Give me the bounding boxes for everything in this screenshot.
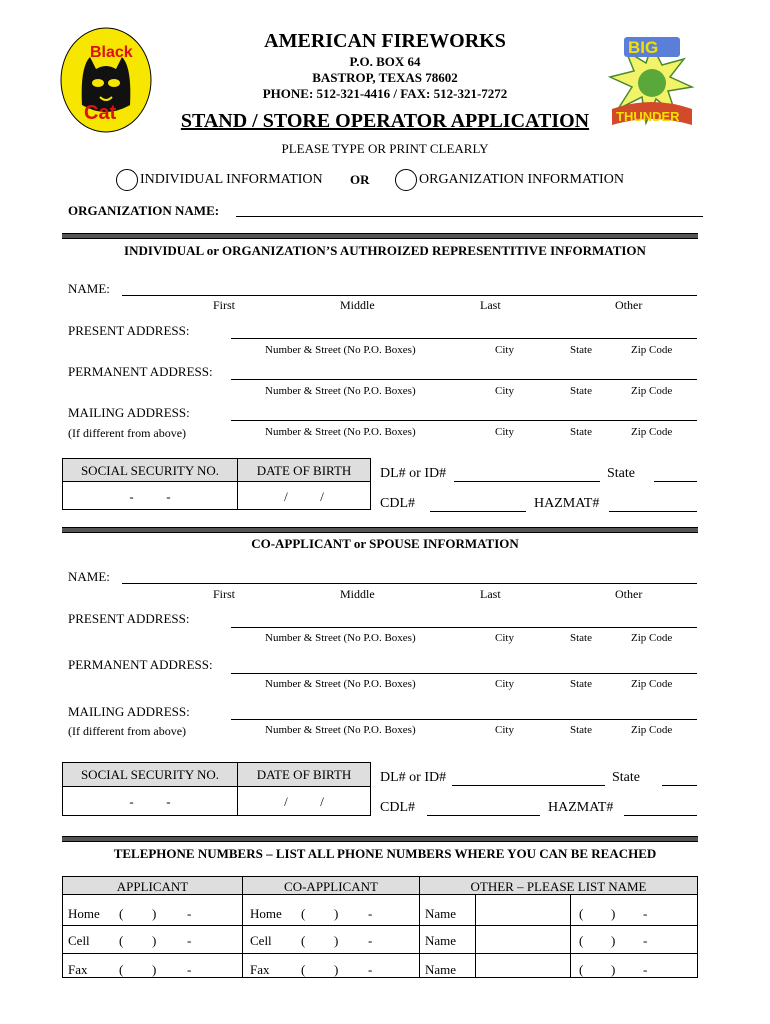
name-label: NAME: xyxy=(68,281,110,296)
dl-state-field[interactable] xyxy=(654,481,697,482)
dash: - xyxy=(643,962,648,977)
paren-open: ( xyxy=(119,962,124,977)
dash: - xyxy=(187,933,192,948)
paren-close: ) xyxy=(611,962,616,977)
cdl-label: CDL# xyxy=(380,800,415,815)
addr-zip: Zip Code xyxy=(631,632,673,644)
paren-open: ( xyxy=(301,962,306,977)
name-first: First xyxy=(213,298,236,312)
addr-zip: Zip Code xyxy=(631,724,673,736)
addr-street: Number & Street (No P.O. Boxes) xyxy=(265,426,416,438)
paren-close: ) xyxy=(611,933,616,948)
phones-title: TELEPHONE NUMBERS – LIST ALL PHONE NUMBERS WHERE YOU CAN BE REACHED xyxy=(113,846,657,861)
column-divider xyxy=(242,895,243,978)
paren-open: ( xyxy=(579,962,584,977)
dl-state-field[interactable] xyxy=(662,785,697,786)
addr-state: State xyxy=(570,344,592,356)
svg-text:THUNDER: THUNDER xyxy=(616,109,680,124)
addr-state: State xyxy=(570,678,592,690)
fax-label: Fax xyxy=(250,962,270,977)
addr-zip: Zip Code xyxy=(631,678,673,690)
dash: - xyxy=(368,962,373,977)
dob-label: DATE OF BIRTH xyxy=(256,767,352,782)
paren-open: ( xyxy=(301,906,306,921)
ssn-dashes: - - xyxy=(129,489,171,504)
mailing-address-label: MAILING ADDRESS: xyxy=(68,405,190,420)
separator xyxy=(62,233,698,239)
phone-header-coapplicant: CO-APPLICANT xyxy=(284,879,378,894)
phone-fax: PHONE: 512-321-4416 / FAX: 512-321-7272 xyxy=(262,86,508,101)
home-label: Home xyxy=(250,906,282,921)
addr-city: City xyxy=(495,632,514,644)
name-other: Other xyxy=(615,298,643,312)
dl-field[interactable] xyxy=(452,785,605,786)
separator xyxy=(62,836,698,842)
name-last: Last xyxy=(480,587,501,601)
cell-label: Cell xyxy=(250,933,272,948)
name-first: First xyxy=(213,587,236,601)
paren-open: ( xyxy=(119,933,124,948)
name-other: Other xyxy=(615,587,643,601)
mailing-address-field[interactable] xyxy=(231,719,697,720)
dash: - xyxy=(643,933,648,948)
individual-radio[interactable] xyxy=(116,169,138,191)
mailing-address-field[interactable] xyxy=(231,420,697,421)
dash: - xyxy=(187,906,192,921)
mailing-note: (If different from above) xyxy=(68,724,187,738)
addr-zip: Zip Code xyxy=(631,385,673,397)
phone-header-applicant: APPLICANT xyxy=(116,879,189,894)
svg-text:BIG: BIG xyxy=(628,38,659,57)
ssn-label: SOCIAL SECURITY NO. xyxy=(80,767,220,782)
paren-close: ) xyxy=(152,962,157,977)
svg-text:Black: Black xyxy=(90,44,133,61)
dash: - xyxy=(187,962,192,977)
applicant-name-field[interactable] xyxy=(122,295,697,296)
mailing-address-label: MAILING ADDRESS: xyxy=(68,704,190,719)
paren-open: ( xyxy=(579,906,584,921)
addr-state: State xyxy=(570,426,592,438)
individual-label: INDIVIDUAL INFORMATION xyxy=(140,172,323,187)
addr-zip: Zip Code xyxy=(631,344,673,356)
section1-title: INDIVIDUAL or ORGANIZATION’S AUTHROIZED REPRESENTITIVE INFORMATION xyxy=(124,243,646,258)
addr-state: State xyxy=(570,385,592,397)
addr-zip: Zip Code xyxy=(631,426,673,438)
instruction: PLEASE TYPE OR PRINT CLEARLY xyxy=(281,141,489,156)
paren-open: ( xyxy=(119,906,124,921)
permanent-address-label: PERMANENT ADDRESS: xyxy=(68,657,213,672)
dash: - xyxy=(368,906,373,921)
column-divider xyxy=(570,895,571,978)
row-divider xyxy=(62,953,698,954)
addr-city: City xyxy=(495,426,514,438)
form-title: STAND / STORE OPERATOR APPLICATION xyxy=(180,110,590,132)
other-name-label: Name xyxy=(425,933,457,948)
column-divider xyxy=(419,895,420,978)
org-name-label: ORGANIZATION NAME: xyxy=(68,203,220,218)
addr-state: State xyxy=(570,632,592,644)
paren-close: ) xyxy=(611,906,616,921)
hazmat-field[interactable] xyxy=(609,511,697,512)
dob-slashes: / / xyxy=(284,489,324,504)
column-divider xyxy=(475,895,476,978)
ssn-dashes: - - xyxy=(129,794,171,809)
dash: - xyxy=(368,933,373,948)
section2-title: CO-APPLICANT or SPOUSE INFORMATION xyxy=(251,536,519,551)
addr-street: Number & Street (No P.O. Boxes) xyxy=(265,724,416,736)
row-divider xyxy=(62,925,698,926)
dl-label: DL# or ID# xyxy=(380,466,447,481)
state-label: State xyxy=(612,770,640,785)
hazmat-field[interactable] xyxy=(624,815,697,816)
paren-close: ) xyxy=(334,962,339,977)
paren-open: ( xyxy=(579,933,584,948)
dl-label: DL# or ID# xyxy=(380,770,447,785)
name-last: Last xyxy=(480,298,501,312)
addr-street: Number & Street (No P.O. Boxes) xyxy=(265,632,416,644)
cdl-field[interactable] xyxy=(427,815,540,816)
name-middle: Middle xyxy=(340,587,375,601)
organization-radio[interactable] xyxy=(395,169,417,191)
org-name-field[interactable] xyxy=(236,216,703,217)
company-name: AMERICAN FIREWORKS xyxy=(264,30,506,52)
cdl-field[interactable] xyxy=(430,511,526,512)
present-address-label: PRESENT ADDRESS: xyxy=(68,611,190,626)
present-address-label: PRESENT ADDRESS: xyxy=(68,323,190,338)
hazmat-label: HAZMAT# xyxy=(534,496,600,511)
present-address-field[interactable] xyxy=(231,338,697,339)
phone-header-other: OTHER – PLEASE LIST NAME xyxy=(470,879,647,894)
name-middle: Middle xyxy=(340,298,375,312)
permanent-address-label: PERMANENT ADDRESS: xyxy=(68,364,213,379)
addr-city: City xyxy=(495,385,514,397)
city-state: BASTROP, TEXAS 78602 xyxy=(312,70,458,85)
paren-close: ) xyxy=(334,906,339,921)
addr-street: Number & Street (No P.O. Boxes) xyxy=(265,344,416,356)
hazmat-label: HAZMAT# xyxy=(548,800,614,815)
svg-text:Cat: Cat xyxy=(84,102,117,124)
name-label: NAME: xyxy=(68,569,110,584)
state-label: State xyxy=(607,466,635,481)
paren-close: ) xyxy=(152,906,157,921)
or-label: OR xyxy=(350,172,370,187)
po-box: P.O. BOX 64 xyxy=(349,54,421,69)
paren-open: ( xyxy=(301,933,306,948)
cdl-label: CDL# xyxy=(380,496,415,511)
addr-city: City xyxy=(495,724,514,736)
paren-close: ) xyxy=(152,933,157,948)
addr-city: City xyxy=(495,678,514,690)
separator xyxy=(62,527,698,533)
permanent-address-field[interactable] xyxy=(231,673,697,674)
ssn-label: SOCIAL SECURITY NO. xyxy=(80,463,220,478)
present-address-field[interactable] xyxy=(231,627,697,628)
cell-label: Cell xyxy=(68,933,90,948)
addr-city: City xyxy=(495,344,514,356)
addr-street: Number & Street (No P.O. Boxes) xyxy=(265,678,416,690)
coapplicant-name-field[interactable] xyxy=(122,583,697,584)
dash: - xyxy=(643,906,648,921)
dob-slashes: / / xyxy=(284,794,324,809)
dob-label: DATE OF BIRTH xyxy=(256,463,352,478)
organization-label: ORGANIZATION INFORMATION xyxy=(419,172,624,187)
paren-close: ) xyxy=(334,933,339,948)
permanent-address-field[interactable] xyxy=(231,379,697,380)
mailing-note: (If different from above) xyxy=(68,426,187,440)
fax-label: Fax xyxy=(68,962,88,977)
home-label: Home xyxy=(68,906,100,921)
other-name-label: Name xyxy=(425,906,457,921)
addr-state: State xyxy=(570,724,592,736)
dl-field[interactable] xyxy=(454,481,600,482)
other-name-label: Name xyxy=(425,962,457,977)
addr-street: Number & Street (No P.O. Boxes) xyxy=(265,385,416,397)
